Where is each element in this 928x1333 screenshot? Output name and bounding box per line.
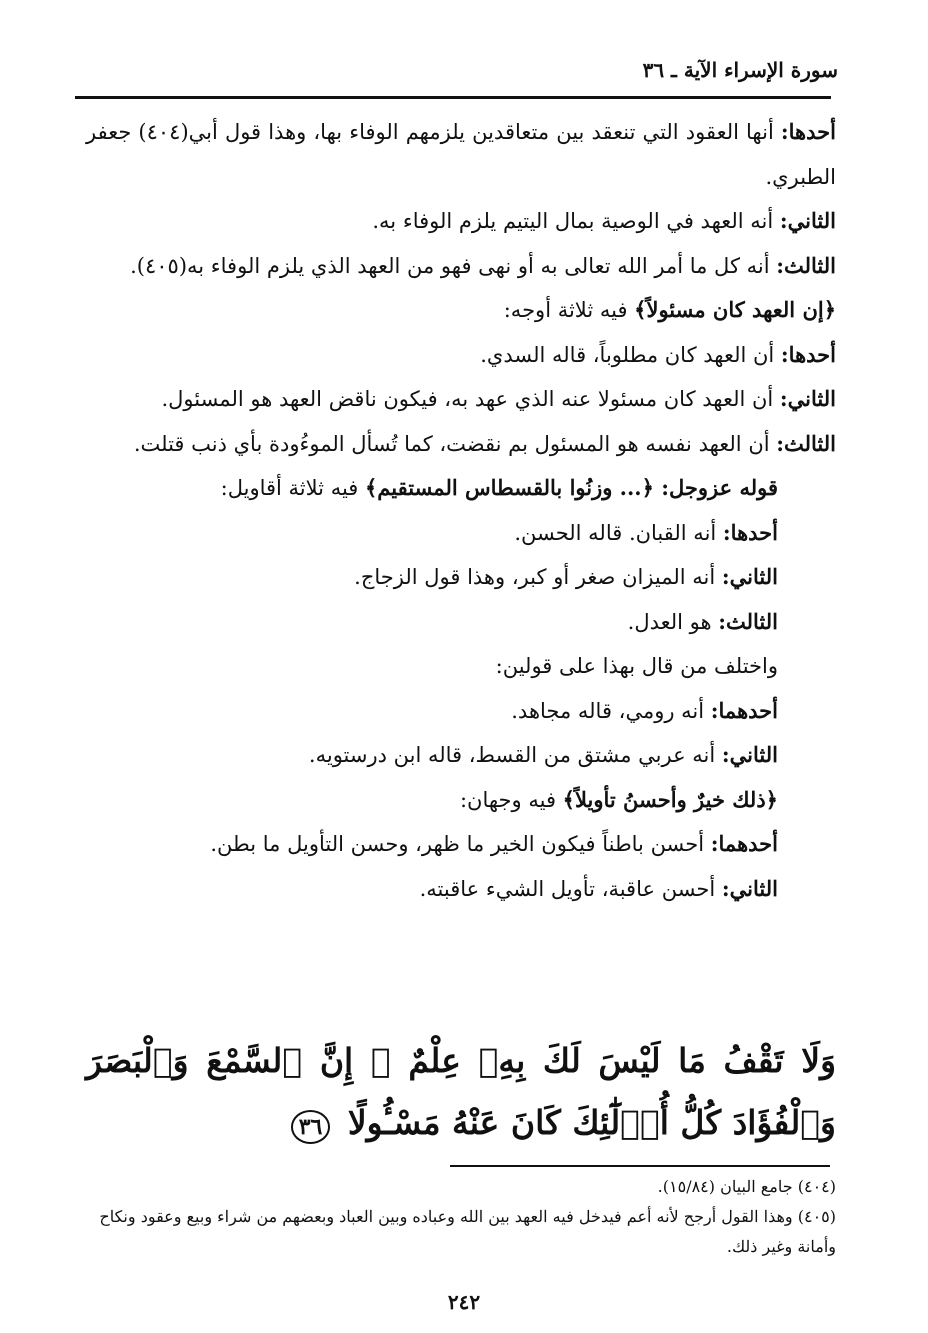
quran-verse	[86, 1030, 836, 1154]
paragraph-text: أنه الميزان صغر أو كبر، وهذا قول الزجاج.	[354, 565, 722, 589]
paragraph-lead: ﴿إن العهد كان مسئولاً﴾	[634, 297, 836, 322]
paragraph-lead: الثالث:	[776, 252, 836, 278]
paragraph-lead: أحدها:	[722, 519, 778, 545]
paragraph-lead: الثاني:	[721, 742, 778, 767]
paragraph	[86, 110, 836, 199]
paragraph-lead: قوله عزوجل: ﴿... وزنُوا بالقسطاس المستقيم﴾	[365, 475, 778, 500]
paragraph	[86, 288, 836, 333]
header-rule	[75, 96, 831, 99]
paragraph	[86, 422, 836, 467]
indented-paragraph	[86, 733, 836, 778]
ayah-number-mark: ٣٦	[291, 1110, 331, 1144]
paragraph-lead: الثالث:	[718, 608, 778, 634]
paragraph-lead: الثاني:	[779, 208, 836, 233]
paragraph-text: أحسن باطناً فيكون الخير ما ظهر، وحسن التأويل ما بطن.	[210, 832, 711, 856]
paragraph-text: فيه ثلاثة أوجه:	[503, 298, 635, 322]
indented-paragraph	[86, 644, 836, 689]
paragraph-lead: الثاني:	[721, 564, 778, 589]
indented-paragraph	[86, 822, 836, 867]
verse-text: وَلَا تَقْفُ مَا لَيْسَ لَكَ بِهِۦ عِلْمٌ ۚ إِنَّ ٱلسَّمْعَ وَٱلْبَصَرَ وَٱلْفُؤَادَ كُلُّ أُو۟لَٰٓئِكَ كَانَ عَنْهُ مَسْـُٔولًا	[86, 1041, 836, 1142]
indented-paragraph	[86, 689, 836, 734]
paragraph-lead: ﴿ذلك خيرٌ وأحسنُ تأويلاً﴾	[562, 786, 778, 812]
footnote: (٤٠٤) جامع البيان (١٥/٨٤).	[657, 1177, 836, 1196]
paragraph-lead: أحدهما:	[710, 697, 778, 723]
paragraph	[86, 377, 836, 422]
page-number: ٢٤٢	[447, 1290, 481, 1314]
footnote-rule	[450, 1165, 830, 1167]
paragraph-text: أنه القبان. قاله الحسن.	[514, 520, 723, 545]
indented-paragraph	[86, 867, 836, 912]
footnote: (٤٠٥) وهذا القول أرجح لأنه أعم فيدخل فيه العهد بين الله وعباده وبين العباد وبعضهم من شراء وبيع وعقود ونكاح وأمانة وغير ذلك.	[99, 1207, 836, 1256]
indented-paragraph	[86, 511, 836, 556]
paragraph	[86, 244, 836, 289]
paragraph-lead: أحدها:	[780, 341, 836, 367]
paragraph-text: هو العدل.	[627, 609, 719, 634]
paragraph-text: أنه العهد في الوصية بمال اليتيم يلزم الوفاء به.	[372, 209, 780, 233]
running-header: سورة الإسراء الآية ـ ٣٦	[642, 58, 838, 82]
paragraph-text: أن العهد كان مسئولا عنه الذي عهد به، فيكون ناقض العهد هو المسئول.	[161, 387, 780, 411]
indented-paragraph	[86, 555, 836, 600]
paragraph-text: أن العهد كان مطلوباً، قاله السدي.	[480, 342, 781, 367]
paragraph	[86, 333, 836, 378]
paragraph-lead: أحدها:	[780, 119, 836, 144]
indented-paragraph	[86, 600, 836, 645]
indented-paragraph	[86, 778, 836, 823]
paragraph-text: أحسن عاقبة، تأويل الشيء عاقبته.	[419, 876, 722, 901]
paragraph-text: أن العهد نفسه هو المسئول بم نقضت، كما تُسأل الموءُودة بأي ذنب قتلت.	[133, 431, 777, 456]
paragraph-text: أنه رومي، قاله مجاهد.	[511, 698, 711, 723]
paragraph	[86, 199, 836, 244]
paragraph-lead: الثالث:	[776, 430, 836, 456]
paragraph-lead: الثاني:	[721, 875, 778, 901]
paragraph-text: أنه عربي مشتق من القسط، قاله ابن درستويه.	[308, 743, 722, 767]
paragraph-text: أنها العقود التي تنعقد بين متعاقدين يلزمهم الوفاء بها، وهذا قول أبي(٤٠٤) جعفر الطبري.	[86, 120, 836, 189]
paragraph-text: أنه كل ما أمر الله تعالى به أو نهى فهو من العهد الذي يلزم الوفاء به(٤٠٥).	[130, 253, 777, 278]
indented-paragraph	[86, 466, 836, 511]
paragraph-text: فيه وجهان:	[459, 787, 563, 812]
paragraph-lead: أحدهما:	[710, 831, 778, 856]
paragraph-text: واختلف من قال بهذا على قولين:	[495, 654, 778, 678]
footnotes	[86, 1172, 836, 1262]
commentary-body	[86, 110, 836, 911]
paragraph-text: فيه ثلاثة أقاويل:	[220, 476, 365, 500]
paragraph-lead: الثاني:	[779, 386, 836, 411]
